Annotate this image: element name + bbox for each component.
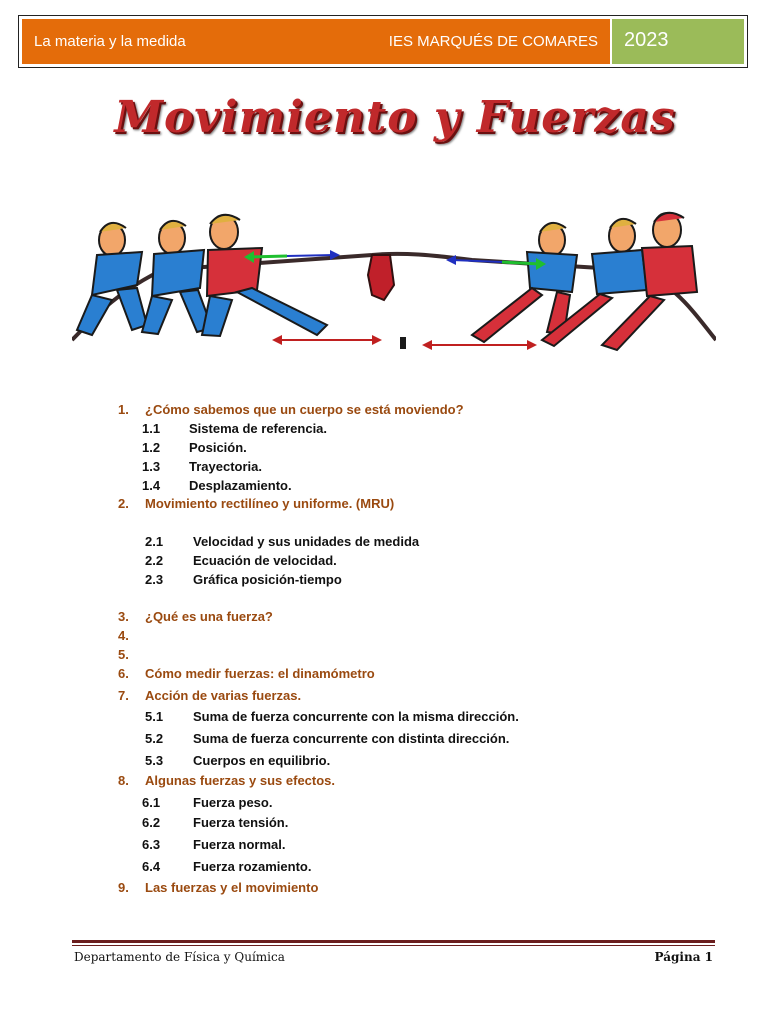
toc-item-number: 9. (118, 880, 129, 895)
toc-item-number: 3. (118, 609, 129, 624)
toc-item-text: Algunas fuerzas y sus efectos. (145, 773, 336, 788)
toc-item-text: Suma de fuerza concurrente con la misma dirección. (193, 709, 519, 724)
toc-item-text: Fuerza peso. (193, 795, 273, 810)
toc-item-text: Fuerza rozamiento. (193, 859, 312, 874)
header-subject: La materia y la medida (34, 33, 186, 50)
toc-item-text: Ecuación de velocidad. (193, 553, 337, 568)
toc-item (145, 753, 330, 768)
document-title: Movimiento y Fuerzas (114, 92, 676, 143)
toc-item-text: Desplazamiento. (189, 478, 292, 493)
toc-item-text: Acción de varias fuerzas. (145, 688, 302, 703)
toc-item-number: 1.3 (142, 459, 161, 474)
toc-item (118, 609, 273, 624)
toc-item-number: 1.1 (142, 421, 161, 436)
toc-item (118, 773, 335, 788)
toc-item (118, 880, 318, 895)
toc-item-text: Cómo medir fuerzas: el dinamómetro (145, 666, 375, 681)
toc-item-text: Suma de fuerza concurrente con distinta dirección. (193, 731, 510, 746)
header-school: IES MARQUÉS DE COMARES (388, 33, 598, 50)
toc-item (142, 837, 285, 852)
toc-item-number: 6.1 (142, 795, 161, 810)
toc-item (145, 709, 519, 724)
toc-item-number: 7. (118, 688, 129, 703)
toc-item-number: 5.1 (145, 709, 164, 724)
toc-item-text: Velocidad y sus unidades de medida (193, 534, 420, 549)
toc-item-text: Fuerza tensión. (193, 815, 289, 830)
toc-item (145, 572, 342, 587)
toc-item (145, 553, 337, 568)
toc-item-number: 6.2 (142, 815, 161, 830)
toc-item-text: ¿Qué es una fuerza? (145, 609, 273, 624)
toc-item (142, 795, 272, 810)
toc-item-text: Movimiento rectilíneo y uniforme. (MRU) (145, 496, 395, 511)
footer-rule-thin (72, 945, 715, 946)
toc-item (142, 459, 262, 474)
toc-item-number: 6. (118, 666, 129, 681)
header-year: 2023 (612, 19, 744, 64)
toc-item-number: 8. (118, 773, 129, 788)
toc-item (118, 628, 145, 643)
toc-item (118, 688, 301, 703)
toc-item-number: 5. (118, 647, 129, 662)
toc-item-number: 6.3 (142, 837, 161, 852)
toc-item-number: 4. (118, 628, 129, 643)
toc-item-text: Fuerza normal. (193, 837, 286, 852)
toc-item (142, 440, 247, 455)
toc-item (142, 478, 292, 493)
footer-page-number: Página 1 (654, 950, 713, 964)
toc-item-number: 2.1 (145, 534, 164, 549)
toc-item-text: ¿Cómo sabemos que un cuerpo se está moviendo? (145, 402, 464, 417)
toc-item-number: 5.3 (145, 753, 164, 768)
toc-item (142, 815, 288, 830)
toc-item-number: 1.4 (142, 478, 161, 493)
toc-item (118, 402, 464, 417)
toc-item (142, 421, 327, 436)
toc-item (142, 859, 311, 874)
footer-department: Departamento de Física y Química (74, 950, 285, 964)
toc-item-number: 1.2 (142, 440, 161, 455)
toc-item-number: 2.3 (145, 572, 164, 587)
toc-item (118, 666, 375, 681)
toc-item-text: Sistema de referencia. (189, 421, 328, 436)
toc-item (145, 731, 509, 746)
toc-item-text: Las fuerzas y el movimiento (145, 880, 319, 895)
toc-item-number: 2.2 (145, 553, 164, 568)
footer-rule (72, 940, 715, 943)
toc-item-text: Cuerpos en equilibrio. (193, 753, 331, 768)
toc-item (145, 534, 419, 549)
toc-item-text: Posición. (189, 440, 247, 455)
toc-item (118, 496, 394, 511)
toc-item-text: Trayectoria. (189, 459, 262, 474)
toc-item-number: 5.2 (145, 731, 164, 746)
toc-item-number: 6.4 (142, 859, 161, 874)
toc-item (118, 647, 145, 662)
toc-item-number: 1. (118, 402, 129, 417)
toc-item-text: Gráfica posición-tiempo (193, 572, 342, 587)
toc-item-number: 2. (118, 496, 129, 511)
